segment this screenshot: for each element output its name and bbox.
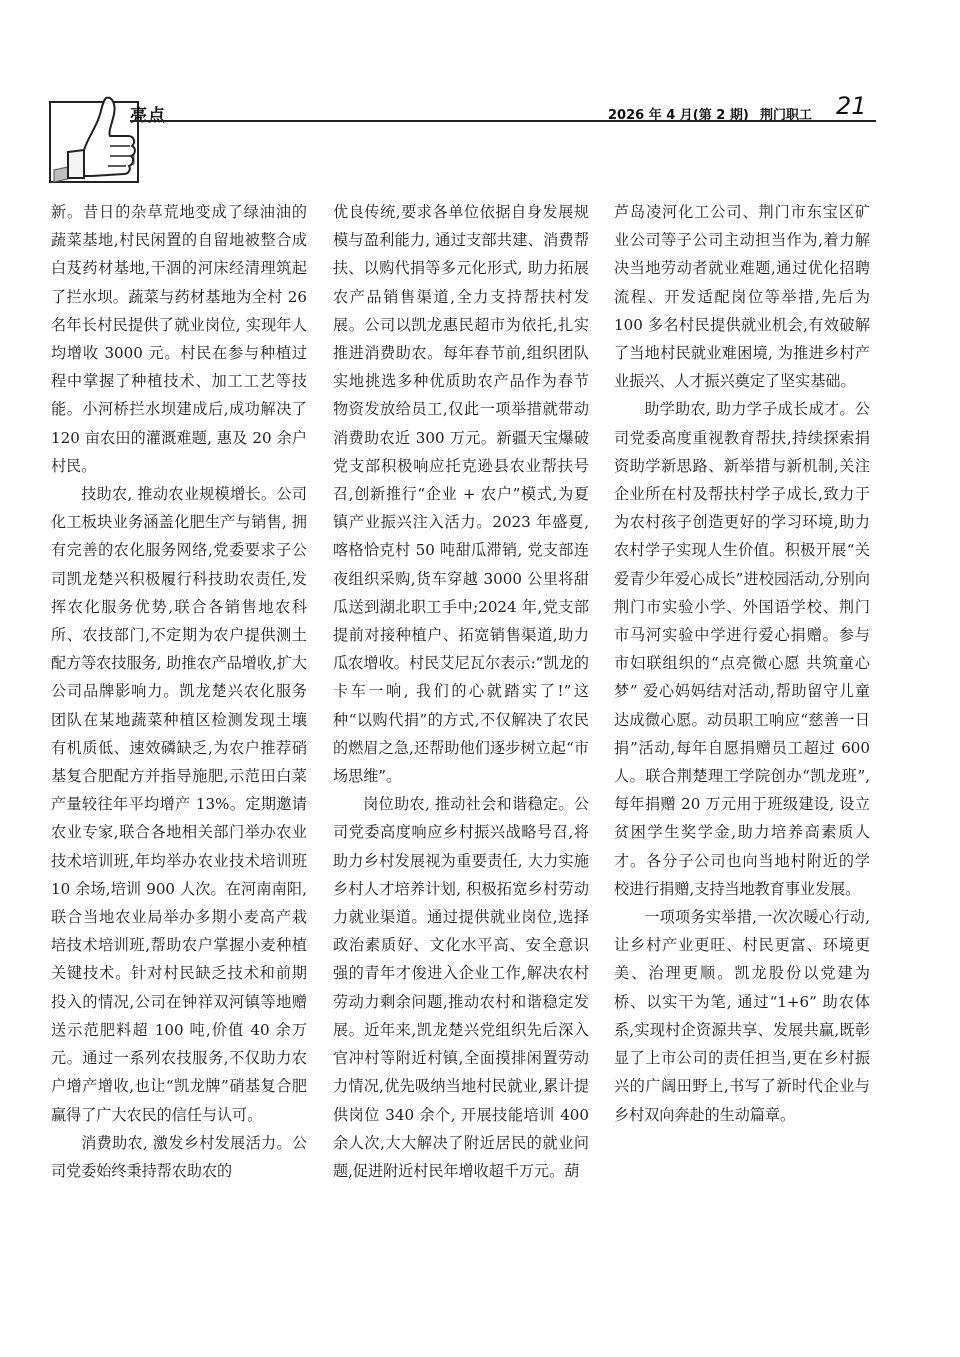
paragraph: 一项项务实举措,一次次暖心行动,让乡村产业更旺、村民更富、环境更美、治理更顺。凯龙股份以党建为桥、以实干为笔, 通过“1+6” 助农体系,实现村企资源共享、发展共赢,既彰显了上市公司的责任担当,更在乡村振兴的广阔田野上,书写了新时代企业与乡村双向奔赴的生动篇章。 [614,908,870,1124]
page-header [0,0,960,190]
paragraph: 助学助农, 助力学子成长成才。公司党委高度重视教育帮扶,持续探索捐资助学新思路、新举措与新机制,关注企业所在村及帮扶村学子成长,致力于为农村孩子创造更好的学习环境,助力农村学子实现人生价值。积极开展“关爱青少年爱心成长”进校园活动,分别向荆门市实验小学、外国语学校、荆门市马河实验中学进行爱心捐赠。参与市妇联组织的“点亮微心愿 共筑童心梦” 爱心妈妈结对活动,帮助留守儿童达成微心愿。动员职工响应“慈善一日捐”活动,每年自愿捐赠员工超过 600 人。联合荆楚理工学院创办“凯龙班”,每年捐赠 20 万元用于班级建设, 设立贫困学生奖学金,助力培养高素质人才。各分子公司也向当地村附近的学校进行捐赠,支持当地教育事业发展。 [614,400,870,898]
paragraph: 岗位助农, 推动社会和谐稳定。公司党委高度响应乡村振兴战略号召,将助力乡村发展视为重要责任, 大力实施乡村人才培养计划, 积极拓宽乡村劳动力就业渠道。通过提供就业岗位,选择政治素质好、文化水平高、安全意识强的青年才俊进入企业工作,解决农村劳动力剩余问题,推动农村和谐稳定发展。近年来,凯龙楚兴党组织先后深入官冲村等附近村镇,全面摸排闲置劳动力情况,优先吸纳当地村民就业,累计提供岗位 340 余个, 开展技能培训 400 余人次,大大解决了附近居民的就业问题,促进附近村民年增收超千万元。葫 [333,795,589,1180]
paragraph: 芦岛凌河化工公司、荆门市东宝区矿业公司等子公司主动担当作为,着力解决当地劳动者就业难题,通过优化招聘流程、开发适配岗位等举措,先后为 100 多名村民提供就业机会,有效破解了当地村民就业难困境, 为推进乡村产业振兴、人才振兴奠定了坚实基础。 [614,203,870,391]
paragraph: 新。昔日的杂草荒地变成了绿油油的蔬菜基地,村民闲置的自留地被整合成白芨药材基地,干涸的河床经清理筑起了拦水坝。蔬菜与药材基地为全村 26 名年长村民提供了就业岗位, 实现年人均增收 3000 元。村民在参与种植过程中掌握了种植技术、加工工艺等技能。小河桥拦水坝建成后,成功解决了 120 亩农田的灌溉难题, 惠及 20 余户村民。 [51,203,307,475]
section-label: 亮点 [130,106,166,126]
article-column-2 [333,198,589,1185]
paragraph: 优良传统,要求各单位依据自身发展规模与盈利能力, 通过支部共建、消费帮扶、以购代捐等多元化形式, 助力拓展农产品销售渠道,全力支持帮扶村发展。公司以凯龙惠民超市为依托,扎实推进消费助农。每年春节前,组织团队实地挑选多种优质助农产品作为春节物资发放给员工,仅此一项举措就带动消费助农近 300 万元。新疆天宝爆破党支部积极响应托克逊县农业帮扶号召,创新推行“企业 + 农户”模式,为夏镇产业振兴注入活力。2023 年盛夏,喀格恰克村 50 吨甜瓜滞销, 党支部连夜组织采购,货车穿越 3000 公里将甜瓜送到湖北职工手中;2024 年,党支部提前对接种植户、拓宽销售渠道,助力瓜农增收。村民艾尼瓦尔表示:“凯龙的卡车一响, 我们的心就踏实了!”这种“以购代捐”的方式,不仅解决了农民的燃眉之急,还帮助他们逐步树立起“市场思维”。 [333,203,589,786]
article-column-3 [614,198,870,1129]
article-column-1 [51,198,307,1185]
header-rule [130,120,876,122]
page-number: 21 [836,92,867,120]
paragraph: 技助农, 推动农业规模增长。公司化工板块业务涵盖化肥生产与销售, 拥有完善的农化服务网络,党委要求子公司凯龙楚兴积极履行科技助农责任,发挥农化服务优势,联合各销售地农科所、农技部门,不定期为农户提供测土配方等农技服务, 助推农产品增收,扩大公司品牌影响力。凯龙楚兴农化服务团队在某地蔬菜种植区检测发现土壤有机质低、速效磷缺乏,为农户推荐硝基复合肥配方并指导施肥,示范田白菜产量较往年平均增产 13%。定期邀请农业专家,联合各地相关部门举办农业技术培训班,年均举办农业技术培训班 10 余场,培训 900 人次。在河南南阳,联合当地农业局举办多期小麦高产栽培技术培训班,帮助农户掌握小麦种植关键技术。针对村民缺乏技术和前期投入的情况,公司在钟祥双河镇等地赠送示范肥料超 100 吨,价值 40 余万元。通过一系列农技服务,不仅助力农户增产增收,也让“凯龙牌”硝基复合肥赢得了广大农民的信任与认可。 [51,485,307,1124]
thumbs-up-icon [48,90,140,184]
paragraph: 消费助农, 激发乡村发展活力。公司党委始终秉持帮农助农的 [51,1133,307,1180]
issue-info: 2026 年 4 月(第 2 期) [608,108,749,123]
magazine-name: 荆门职工 [760,108,813,123]
